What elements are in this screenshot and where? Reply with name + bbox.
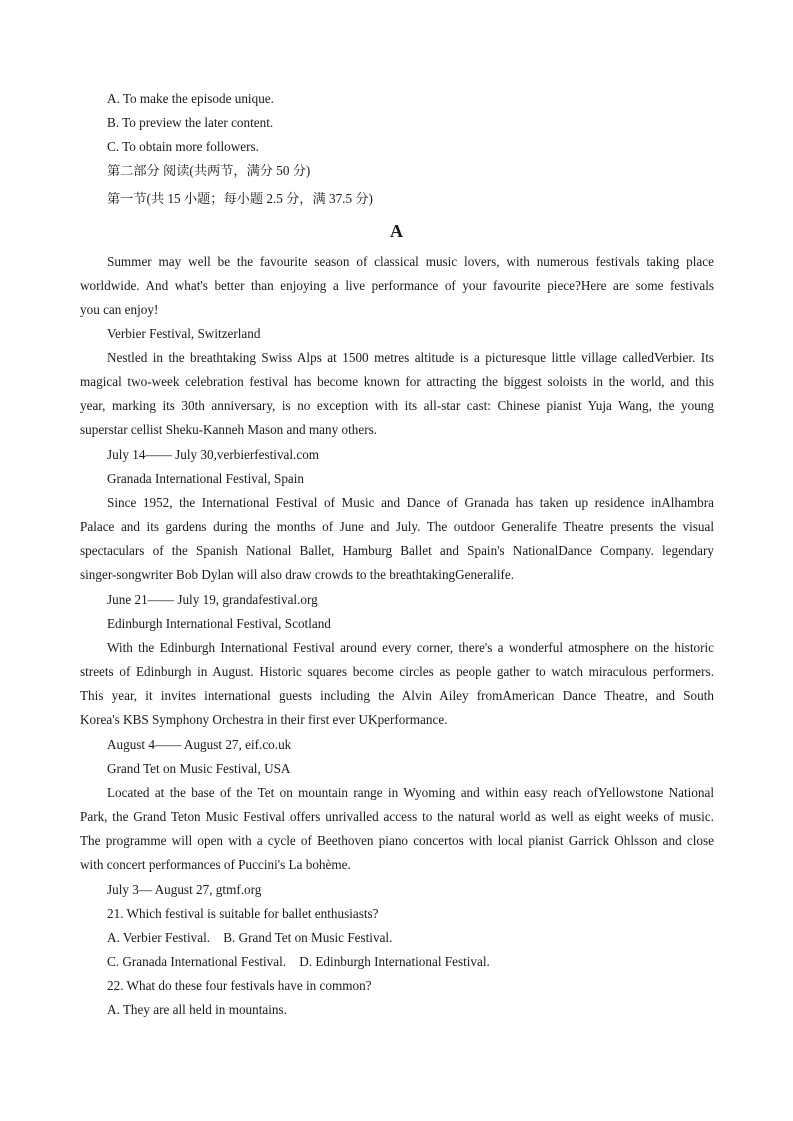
festival-text-line: Located at the base of the Tet on mountain range in Wyoming and within easy reach ofYellowstone National: [107, 785, 714, 800]
festival-text-line: With the Edinburgh International Festival around every corner, there's a wonderful atmosphere on the historic: [107, 640, 714, 655]
festival-dates-granada: June 21—— July 19, grandafestival.org: [107, 592, 318, 607]
part-header: 第二部分 阅读(共两节，满分 50 分): [107, 163, 311, 178]
option-b-prev: B. To preview the later content.: [107, 115, 274, 130]
question-21: 21. Which festival is suitable for ballet enthusiasts?: [107, 906, 379, 921]
question-21-options-ab: A. Verbier Festival. B. Grand Tet on Music Festival.: [107, 930, 393, 945]
festival-name-edinburgh: Edinburgh International Festival, Scotland: [107, 616, 331, 631]
festival-text-line: year, marking its 30th anniversary, is no exception with its all-star cast: Chinese pianist Yuja Wang, the young: [80, 398, 714, 413]
festival-text-line: Palace and its gardens during the months of June and July. The outdoor Generalife Theatre presents the visual: [80, 519, 714, 534]
festival-text-line: Nestled in the breathtaking Swiss Alps at 1500 metres altitude is a picturesque little village calledVerbier. Its: [107, 350, 714, 365]
festival-name-verbier: Verbier Festival, Switzerland: [107, 326, 261, 341]
festival-name-granada: Granada International Festival, Spain: [107, 471, 305, 486]
festival-dates-edinburgh: August 4—— August 27, eif.co.uk: [107, 737, 292, 752]
passage-label: A: [390, 221, 403, 241]
option-a-prev: A. To make the episode unique.: [107, 91, 274, 106]
question-22: 22. What do these four festivals have in common?: [107, 978, 372, 993]
festival-text-line: magical two-week celebration festival has become known for attracting the biggest soloists in the world, and this: [80, 374, 714, 389]
question-21-options-cd: C. Granada International Festival. D. Edinburgh International Festival.: [107, 954, 490, 969]
question-22-option-a: A. They are all held in mountains.: [107, 1002, 287, 1017]
festival-text-line: Since 1952, the International Festival of Music and Dance of Granada has taken up residence inAlhambra: [107, 495, 714, 510]
festival-text-line: spectaculars of the Spanish National Ballet, Hamburg Ballet and Spain's NationalDance Company. legendary: [80, 543, 714, 558]
festival-text-line: This year, it invites international guests including the Alvin Ailey fromAmerican Dance Theatre, and South: [80, 688, 714, 703]
festival-text-line: Korea's KBS Symphony Orchestra in their first ever UKperformance.: [80, 712, 448, 727]
festival-dates-verbier: July 14—— July 30,verbierfestival.com: [107, 447, 320, 462]
intro-line-2: worldwide. And what's better than enjoying a live performance of your favourite piece?Here are some festivals: [80, 278, 714, 293]
festival-text-line: singer-songwriter Bob Dylan will also draw crowds to the breathtakingGeneralife.: [80, 567, 515, 582]
festival-text-line: superstar cellist Sheku-Kanneh Mason and many others.: [80, 422, 378, 437]
festival-text-line: with concert performances of Puccini's La bohème.: [80, 857, 351, 872]
section-header: 第一节(共 15 小题；每小题 2.5 分，满 37.5 分): [107, 191, 373, 206]
festival-text-line: streets of Edinburgh in August. Historic squares become circles as people gather to watch miraculous performers.: [80, 664, 714, 679]
festival-text-line: The programme will open with a cycle of Beethoven piano concertos with local pianist Garrick Ohlsson and close: [80, 833, 714, 848]
option-c-prev: C. To obtain more followers.: [107, 139, 259, 154]
intro-line-1: Summer may well be the favourite season of classical music lovers, with numerous festivals taking place: [107, 254, 714, 269]
festival-dates-grand-teton: July 3— August 27, gtmf.org: [107, 882, 262, 897]
festival-name-grand-teton: Grand Tet on Music Festival, USA: [107, 761, 291, 776]
festival-text-line: Park, the Grand Teton Music Festival offers unrivalled access to the natural world as well as eight weeks of music.: [80, 809, 714, 824]
intro-line-3: you can enjoy!: [80, 302, 159, 317]
